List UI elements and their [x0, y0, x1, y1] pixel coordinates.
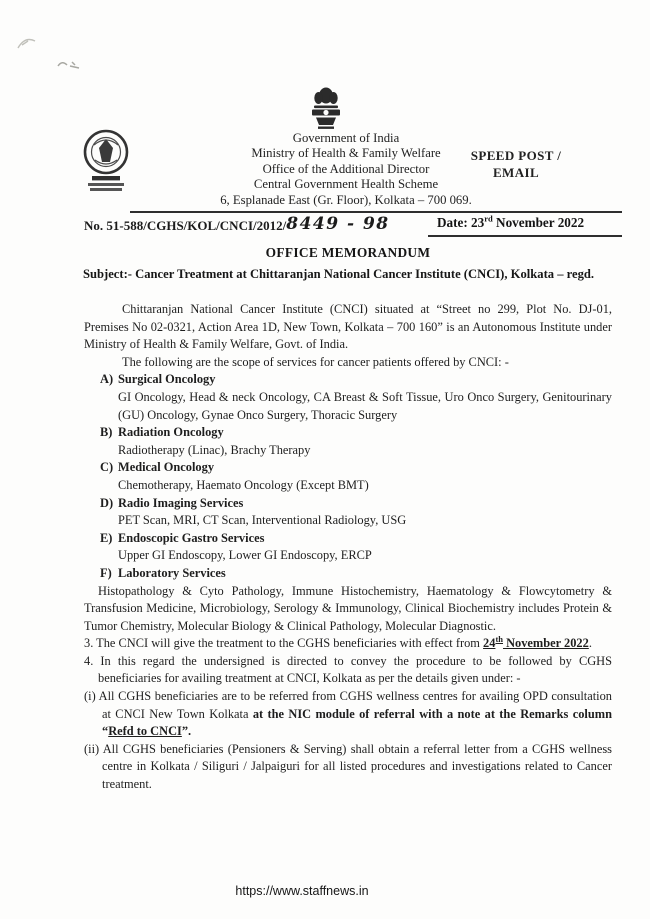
memo-title: OFFICE MEMORANDUM	[265, 245, 431, 260]
service-item-b	[84, 424, 612, 459]
sub-paragraph-i: (i) All CGHS beneficiaries are to be referred from CGHS wellness centres for availing OPD consultation at CNCI New Town Kolkata at the NIC module of referral with a note at the Remarks column “Refd to CNCI”.	[84, 689, 612, 739]
dispatch-mode	[452, 148, 580, 181]
service-detail: Chemotherapy, Haemato Oncology (Except BMT)	[118, 477, 369, 492]
ashoka-emblem-icon	[305, 86, 347, 134]
intro-paragraph: Chittaranjan National Cancer Institute (CNCI) situated at “Street no 299, Plot No. DJ-01, Premises No 02-0321, Action Area 1D, New Town, Kolkata – 700 160” is an Autonomous Institute under Ministry of Health & Family Welfare, Govt. of India.	[84, 302, 612, 352]
service-detail: GI Oncology, Head & neck Oncology, CA Breast & Soft Tissue, Uro Onco Surgery, Genitourinary (GU) Oncology, Gynae Onco Surgery, Thoracic Surgery	[118, 389, 612, 422]
service-label: C)	[100, 460, 114, 475]
service-detail: PET Scan, MRI, CT Scan, Interventional Radiology, USG	[118, 513, 407, 528]
service-item-f	[84, 565, 612, 635]
scope-paragraph: The following are the scope of services for cancer patients offered by CNCI: -	[122, 354, 509, 369]
service-item-e	[84, 530, 612, 565]
header-rule	[130, 211, 622, 213]
paragraph-4: 4. In this regard the undersigned is directed to convey the procedure to be followed by CGHS beneficiaries for availing treatment at CNCI, Kolkata as per the details given under: -	[84, 653, 612, 686]
service-name: Radio Imaging Services	[118, 495, 244, 510]
service-item-a	[84, 371, 612, 424]
service-name: Endoscopic Gastro Services	[118, 530, 265, 545]
service-name: Laboratory Services	[118, 565, 226, 580]
service-name: Medical Oncology	[118, 460, 215, 475]
memo-date: Date: 23rd November 2022	[437, 213, 585, 230]
source-url: https://www.staffnews.in	[235, 884, 369, 898]
ref-number-handwritten: 8449 - 98	[286, 214, 390, 234]
cghs-seal-icon	[82, 126, 130, 200]
service-label: F)	[100, 565, 112, 580]
dispatch-line-2: EMAIL	[492, 164, 540, 180]
letterhead-line-ministry: Ministry of Health & Family Welfare	[251, 146, 441, 161]
service-label: A)	[100, 372, 114, 387]
memo-body	[84, 301, 612, 794]
service-detail: Radiotherapy (Linac), Brachy Therapy	[118, 442, 311, 457]
sub-paragraph-ii: (ii) All CGHS beneficiaries (Pensioners & Serving) shall obtain a referral letter from a CGHS wellness centre in Kolkata / Siliguri / Jalpaiguri for all listed procedures and investigations related to Cancer treatment.	[84, 741, 612, 792]
reference-number	[84, 215, 390, 235]
dispatch-line-1: SPEED POST /	[470, 148, 562, 163]
service-name: Radiation Oncology	[118, 425, 224, 440]
service-detail: Histopathology & Cyto Pathology, Immune Histochemistry, Haematology & Flowcytometry & Transfusion Medicine, Microbiology, Serology & Immunology, Clinical Biochemistry includes Protein & Tumor Chemistry, Molecular Biology & Clinical Pathology, Molecular Diagnostic.	[84, 583, 612, 633]
date-underline	[428, 235, 622, 237]
letterhead-line-govt: Government of India	[292, 131, 400, 145]
service-item-c	[84, 459, 612, 494]
letterhead-line-office: Office of the Additional Director	[262, 161, 430, 176]
ref-number-printed: No. 51-588/CGHS/KOL/CNCI/2012/	[84, 218, 287, 233]
service-detail: Upper GI Endoscopy, Lower GI Endoscopy, ERCP	[118, 548, 372, 563]
service-label: B)	[100, 425, 113, 440]
paragraph-3: 3. The CNCI will give the treatment to the CGHS beneficiaries with effect from 24th November 2022.	[84, 634, 592, 651]
service-item-d	[84, 495, 612, 530]
subject-line: Subject:- Cancer Treatment at Chittaranjan National Cancer Institute (CNCI), Kolkata – regd.	[83, 267, 595, 281]
service-label: E)	[100, 530, 113, 545]
service-label: D)	[100, 495, 114, 510]
service-name: Surgical Oncology	[118, 372, 216, 387]
letterhead-line-address: 6, Esplanade East (Gr. Floor), Kolkata – 700 069.	[220, 192, 472, 207]
letterhead-line-scheme: Central Government Health Scheme	[253, 177, 439, 192]
pencil-marks	[8, 28, 158, 83]
